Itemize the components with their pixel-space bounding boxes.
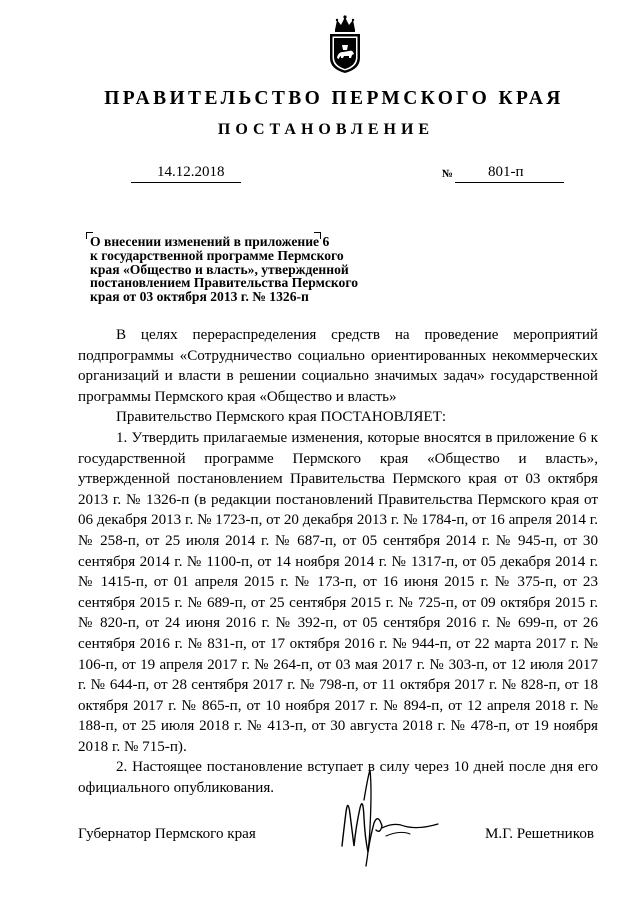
document-body	[78, 325, 598, 799]
signatory-position: Губернатор Пермского края	[78, 826, 256, 842]
date-underline	[131, 182, 241, 183]
preamble-paragraph: В целях перераспределения средств на проведение мероприятий подпрограммы «Сотрудничество социально ориентированных некоммерческих организаций и власти в решении социально значимых задач» государственной программы Пермского края «Общество и власть»	[78, 327, 598, 405]
document-type: ПОСТАНОВЛЕНИЕ	[217, 121, 435, 138]
document-date: 14.12.2018	[157, 164, 225, 180]
government-title: ПРАВИТЕЛЬСТВО ПЕРМСКОГО КРАЯ	[104, 88, 564, 109]
handwritten-signature	[330, 768, 450, 868]
subject-line: постановлением Правительства Пермского	[90, 275, 358, 291]
item-1-paragraph: 1. Утвердить прилагаемые изменения, которые вносятся в приложение 6 к государственной программе Пермского края «Общество и власть», утвержденной постановлением Правительства Пермского края от 03 октября 2013 г. № 1326-п (в редакции постановлений Правительства Пермского края от 06 декабря 2013 г. № 1723-п, от 20 декабря 2013 г. № 1784-п, от 16 апреля 2014 г. № 258-п, от 25 июля 2014 г. № 687-п, от 05 сентября 2014 г. № 945-п, от 30 сентября 2014 г. № 1100-п, от 14 ноября 2014 г. № 1317-п, от 05 декабря 2014 г. № 1415-п, от 01 апреля 2015 г. № 173-п, от 16 июня 2015 г. № 375-п, от 23 сентября 2015 г. № 689-п, от 25 сентября 2015 г. № 725-п, от 09 октября 2015 г. № 820-п, от 24 июня 2016 г. № 392-п, от 05 сентября 2016 г. № 699-п, от 26 сентября 2016 г. № 831-п, от 17 октября 2016 г. № 944-п, от 22 марта 2017 г. № 106-п, от 19 апреля 2017 г. № 264-п, от 03 мая 2017 г. № 303-п, от 12 июля 2017 г. № 644-п, от 28 сентября 2017 г. № 798-п, от 11 октября 2017 г. № 828-п, от 18 октября 2017 г. № 865-п, от 10 ноября 2017 г. № 894-п, от 12 апреля 2018 г. № 188-п, от 25 июля 2018 г. № 413-п, от 30 августа 2018 г. № 478-п, от 19 ноября 2018 г. № 715-п).	[78, 429, 598, 755]
number-underline	[455, 182, 564, 183]
subject-line: к государственной программе Пермского	[90, 247, 344, 263]
subject-line: края от 03 октября 2013 г. № 1326-п	[90, 289, 309, 305]
resolution-paragraph: Правительство Пермского края ПОСТАНОВЛЯЕТ:	[116, 409, 447, 426]
signatory-name: М.Г. Решетников	[485, 826, 594, 842]
subject-line: края «Общество и власть», утвержденной	[90, 261, 349, 277]
item-2-paragraph: 2. Настоящее постановление вступает в силу через 10 дней после дня его официального опубликования.	[78, 759, 598, 797]
document-subject	[90, 235, 390, 304]
document-number: 801-п	[488, 164, 524, 180]
subject-line: О внесении изменений в приложение 6	[90, 234, 330, 249]
coat-of-arms-icon	[327, 14, 363, 74]
number-sign: №	[442, 168, 454, 180]
